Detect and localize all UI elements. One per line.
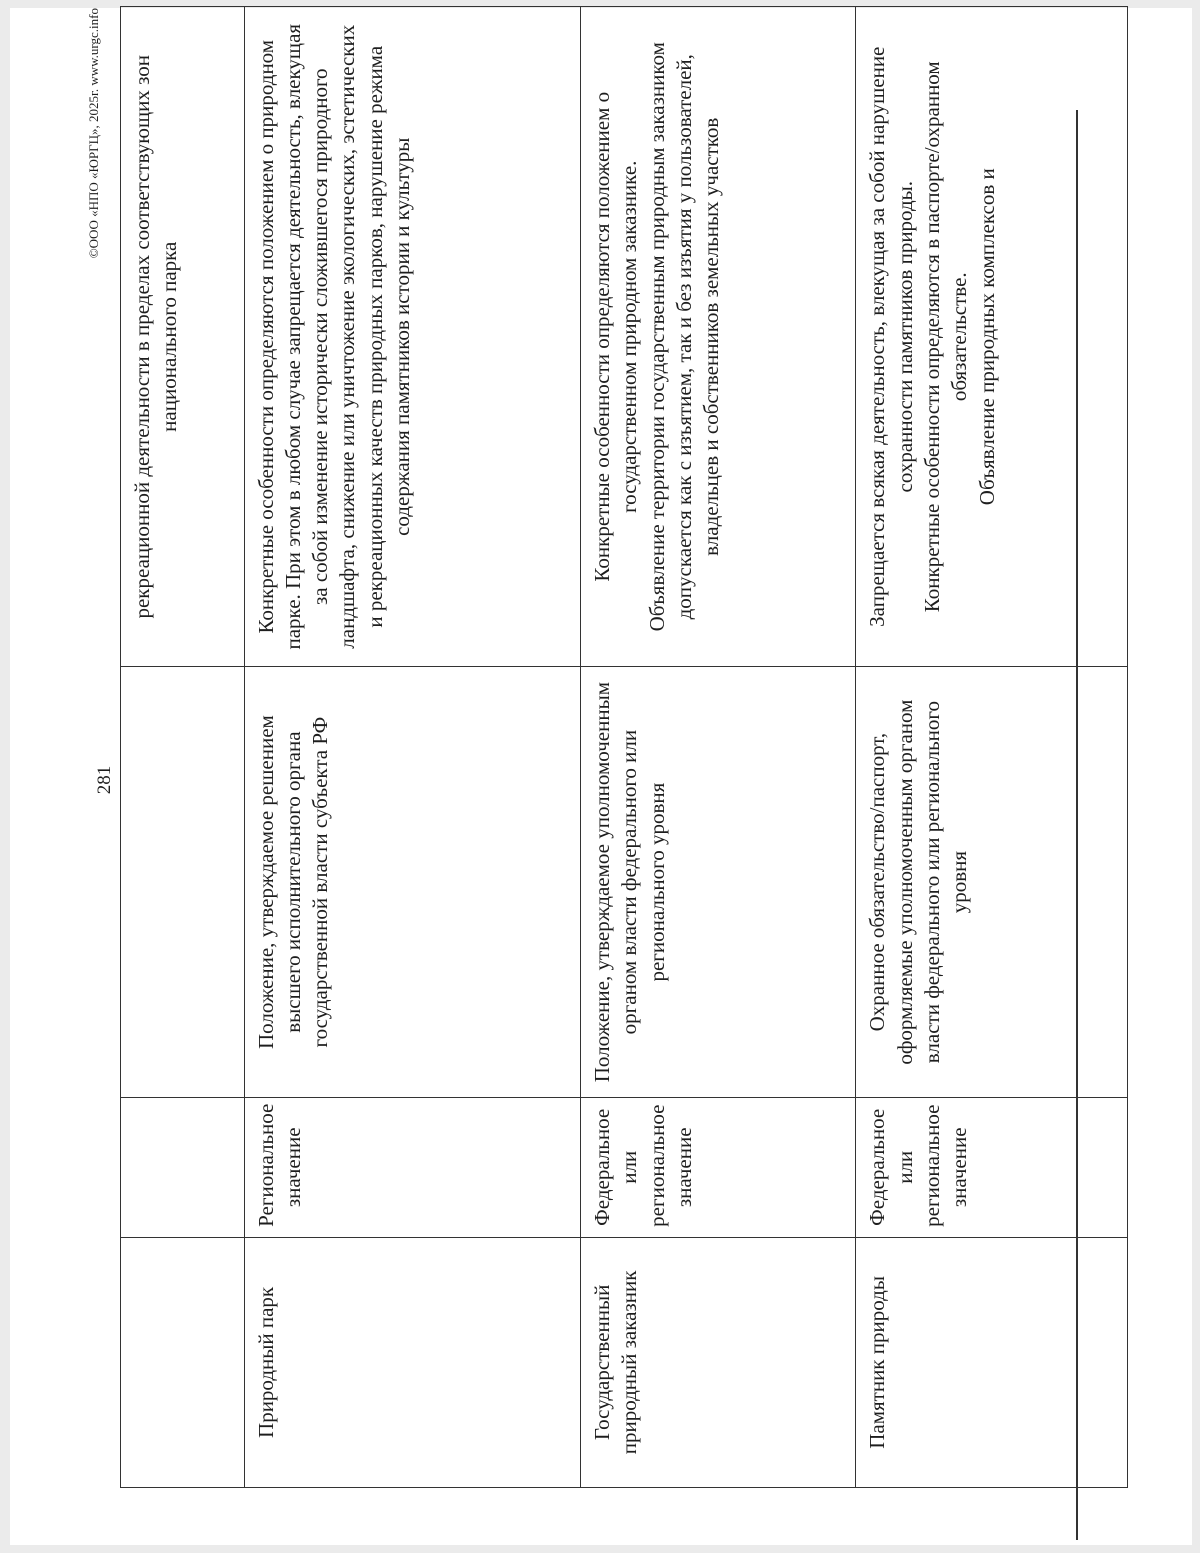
cell-significance: Федеральное или региональное значение — [856, 1097, 1128, 1237]
cell-significance: Региональное значение — [244, 1097, 580, 1237]
cell-features — [580, 7, 856, 667]
cell-features — [244, 7, 580, 667]
protected-areas-table — [120, 6, 1128, 1488]
cell-name: Памятник природы — [856, 1237, 1128, 1487]
cell-name: Природный парк — [244, 1237, 580, 1487]
table-row-continuation — [121, 7, 245, 1488]
cell-empty — [121, 1237, 245, 1487]
features-paragraph: Запрещается всякая деятельность, влекущая за собой нарушение сохранности памятников природы. — [865, 46, 917, 627]
table-row — [580, 7, 856, 1488]
features-paragraph: Конкретные особенности определяются положением о природном парке. При этом в любом случае запрещается деятельность, влекущая за собой изменение исторически сложившегося природного ландшафта, снижение или уничтожение экологических, эстетических и рекреационных качеств природных парков, нарушение режима содержания памятников истории и культуры — [253, 23, 415, 650]
features-paragraph: Конкретные особенности определяются в паспорте/охранном обязательстве. — [920, 61, 972, 613]
features-paragraph: Объявление природных комплексов и — [974, 168, 999, 506]
cell-document: Положение, утверждаемое уполномоченным органом власти федерального или регионального уровня — [580, 667, 856, 1097]
cell-document: Охранное обязательство/паспорт, оформляемые уполномоченным органом власти федерального или регионального уровня — [856, 667, 1128, 1097]
cell-significance: Федеральное или региональное значение — [580, 1097, 856, 1237]
copyright-footer: ©ООО «НПО «ЮРГЦ», 2025г. www.urgc.info — [86, 8, 101, 259]
features-paragraph: Конкретные особенности определяются положением о государственном природном заказнике. — [589, 91, 642, 582]
cell-empty — [121, 1097, 245, 1237]
cell-features-continuation: рекреационной деятельности в пределах соответствующих зон национального парка — [121, 7, 245, 667]
cell-features — [856, 7, 1128, 667]
cell-empty — [121, 667, 245, 1097]
table-row — [244, 7, 580, 1488]
cell-name: Государственный природный заказник — [580, 1237, 856, 1487]
page-number: 281 — [94, 765, 115, 795]
features-paragraph: Объявление территории государственным природным заказником допускается как с изъятием, так и без изъятия у пользователей, владельцев и собственников земельных участков — [644, 42, 724, 632]
table-row — [856, 7, 1128, 1488]
cell-document: Положение, утверждаемое решением высшего исполнительного органа государственной власти субъекта РФ — [244, 667, 580, 1097]
